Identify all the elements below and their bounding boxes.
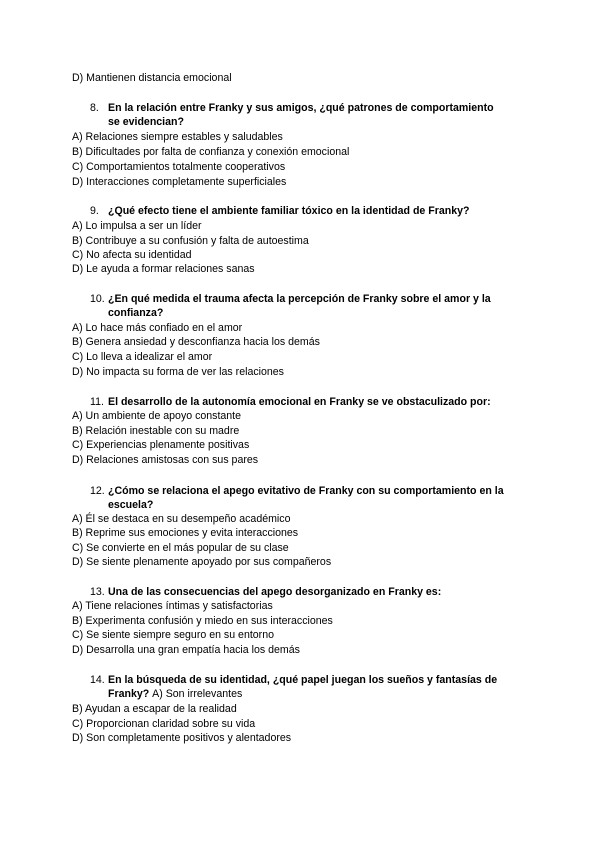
q14-option-b: B) Ayudan a escapar de la realidad xyxy=(72,703,237,715)
question-text: ¿Qué efecto tiene el ambiente familiar tóxico en la identidad de Franky? xyxy=(108,205,470,217)
question-11 xyxy=(90,395,530,409)
q14-option-a: A) Son irrelevantes xyxy=(152,688,243,700)
q8-option-a: A) Relaciones siempre estables y saludables xyxy=(72,131,283,143)
question-text: En la relación entre Franky y sus amigos, ¿qué patrones de comportamiento xyxy=(108,102,494,114)
question-text-cont: se evidencian? xyxy=(108,116,184,128)
q9-option-b: B) Contribuye a su confusión y falta de autoestima xyxy=(72,235,309,247)
question-8 xyxy=(90,101,530,129)
q12-option-b: B) Reprime sus emociones y evita interacciones xyxy=(72,527,299,539)
q12-option-d: D) Se siente plenamente apoyado por sus compañeros xyxy=(72,556,332,568)
q13-option-c: C) Se siente siempre seguro en su entorno xyxy=(72,629,274,641)
q11-option-b: B) Relación inestable con su madre xyxy=(72,425,240,437)
question-number: 8. xyxy=(90,102,99,114)
question-number: 11. xyxy=(90,396,104,408)
q11-option-a: A) Un ambiente de apoyo constante xyxy=(72,410,242,422)
q9-option-c: C) No afecta su identidad xyxy=(72,249,192,261)
q11-option-d: D) Relaciones amistosas con sus pares xyxy=(72,454,259,466)
question-text: Una de las consecuencias del apego desorganizado en Franky es: xyxy=(108,586,442,598)
question-text: ¿Cómo se relaciona el apego evitativo de Franky con su comportamiento en la xyxy=(108,485,504,497)
q13-option-d: D) Desarrolla una gran empatía hacia los demás xyxy=(72,644,300,656)
question-text-cont: confianza? xyxy=(108,307,164,319)
question-13 xyxy=(90,585,530,599)
question-9 xyxy=(90,204,530,218)
question-text-cont: escuela? xyxy=(108,499,154,511)
question-text: El desarrollo de la autonomía emocional en Franky se ve obstaculizado por: xyxy=(108,396,491,408)
q13-option-a: A) Tiene relaciones íntimas y satisfactorias xyxy=(72,600,273,612)
question-text: ¿En qué medida el trauma afecta la percepción de Franky sobre el amor y la xyxy=(108,293,491,305)
q8-option-b: B) Dificultades por falta de confianza y conexión emocional xyxy=(72,146,350,158)
q12-option-c: C) Se convierte en el más popular de su clase xyxy=(72,542,289,554)
q8-option-c: C) Comportamientos totalmente cooperativos xyxy=(72,161,286,173)
q9-option-d: D) Le ayuda a formar relaciones sanas xyxy=(72,263,255,275)
q10-option-b: B) Genera ansiedad y desconfianza hacia los demás xyxy=(72,336,320,348)
prev-option-d: D) Mantienen distancia emocional xyxy=(72,72,232,84)
q10-option-a: A) Lo hace más confiado en el amor xyxy=(72,322,243,334)
q14-option-d: D) Son completamente positivos y alentadores xyxy=(72,732,292,744)
question-text-cont: Franky? xyxy=(108,688,150,700)
question-12 xyxy=(90,484,530,512)
question-number: 13. xyxy=(90,586,105,598)
question-10 xyxy=(90,292,530,320)
q10-option-c: C) Lo lleva a idealizar el amor xyxy=(72,351,213,363)
q12-option-a: A) Él se destaca en su desempeño académico xyxy=(72,513,291,525)
question-number: 12. xyxy=(90,485,105,497)
question-number: 10. xyxy=(90,293,105,305)
question-number: 14. xyxy=(90,674,105,686)
q14-option-c: C) Proporcionan claridad sobre su vida xyxy=(72,718,256,730)
q10-option-d: D) No impacta su forma de ver las relaciones xyxy=(72,366,284,378)
q9-option-a: A) Lo impulsa a ser un líder xyxy=(72,220,202,232)
q8-option-d: D) Interacciones completamente superficiales xyxy=(72,176,287,188)
question-14 xyxy=(90,673,530,701)
q11-option-c: C) Experiencias plenamente positivas xyxy=(72,439,250,451)
question-text: En la búsqueda de su identidad, ¿qué papel juegan los sueños y fantasías de xyxy=(108,674,498,686)
q13-option-b: B) Experimenta confusión y miedo en sus interacciones xyxy=(72,615,333,627)
question-number: 9. xyxy=(90,205,99,217)
